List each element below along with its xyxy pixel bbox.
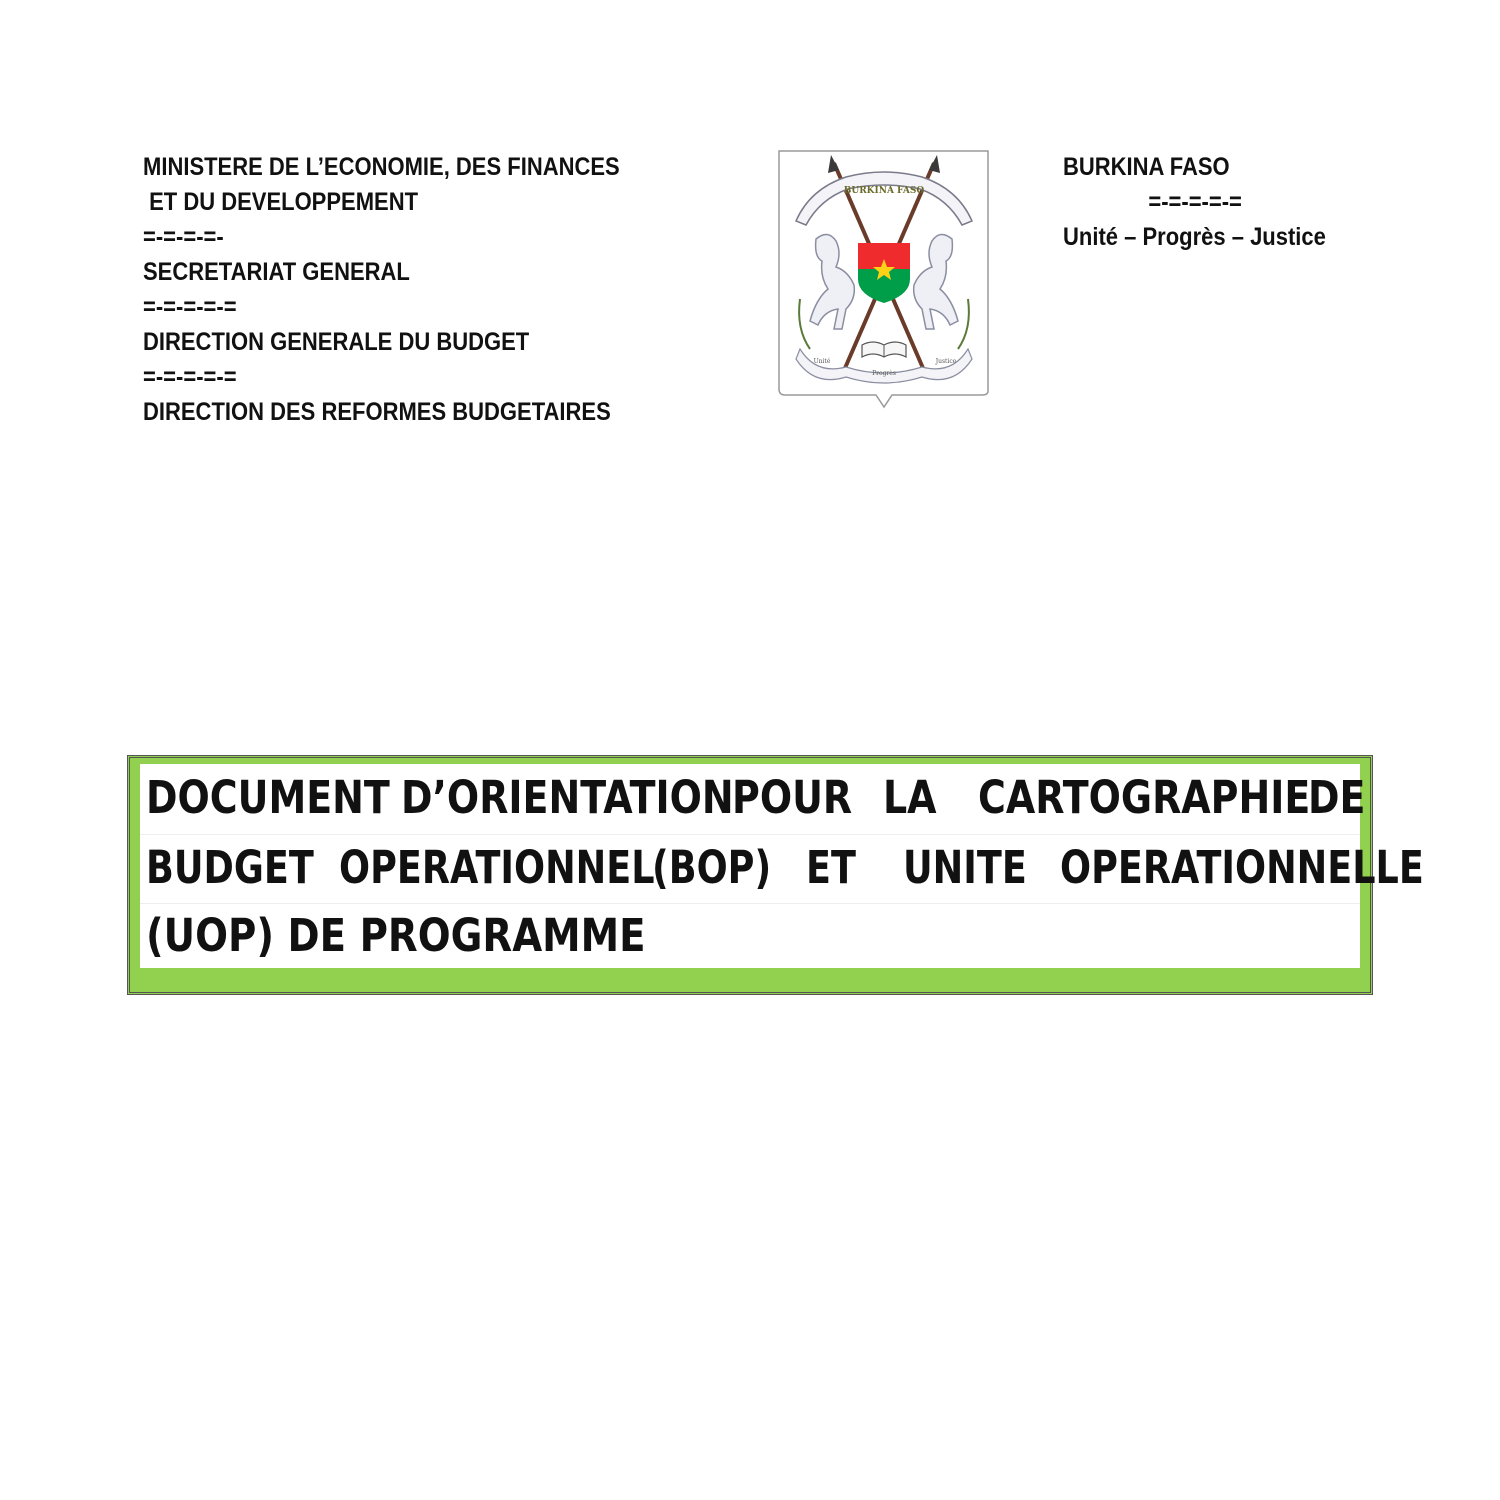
title-word: POUR bbox=[731, 771, 852, 824]
coat-of-arms-emblem bbox=[776, 149, 992, 411]
secretariat-general: SECRETARIAT GENERAL bbox=[143, 258, 410, 286]
title-word: (BOP) bbox=[652, 841, 772, 894]
title-word: OPERATIONNELLE bbox=[1060, 841, 1425, 894]
ministry-name-line1: MINISTERE DE L’ECONOMIE, DES FINANCES bbox=[143, 153, 620, 181]
title-line-2 bbox=[146, 836, 1425, 900]
ministry-header bbox=[143, 150, 743, 430]
direction-generale-budget: DIRECTION GENERALE DU BUDGET bbox=[143, 328, 530, 356]
title-word: DOCUMENT bbox=[146, 771, 390, 824]
title-word: UNITE bbox=[903, 841, 1027, 894]
title-word: LA bbox=[882, 771, 937, 824]
country-header bbox=[1063, 150, 1443, 255]
title-line-3: (UOP) DE PROGRAMME bbox=[146, 909, 646, 962]
emblem-word-center: Progrès bbox=[872, 370, 896, 377]
national-motto: Unité – Progrès – Justice bbox=[1063, 223, 1326, 251]
direction-reformes-budgetaires: DIRECTION DES REFORMES BUDGETAIRES bbox=[143, 398, 611, 426]
emblem-banner-text: BURKINA FASO bbox=[843, 186, 925, 196]
header-separator: =-=-=-=-= bbox=[1148, 188, 1242, 216]
title-line-1 bbox=[146, 766, 1365, 830]
emblem-word-right: Justice bbox=[935, 358, 957, 365]
emblem-word-left: Unité bbox=[813, 358, 831, 365]
title-word: DE bbox=[1307, 771, 1365, 824]
ministry-name-line2: ET DU DEVELOPPEMENT bbox=[143, 188, 419, 216]
header-separator: =-=-=-=-= bbox=[143, 293, 237, 321]
title-word: CARTOGRAPHIE bbox=[977, 771, 1310, 824]
header-separator: =-=-=-=-= bbox=[143, 363, 237, 391]
title-word: ET bbox=[805, 841, 856, 894]
document-title bbox=[140, 764, 1425, 968]
title-line-divider bbox=[140, 834, 1360, 835]
title-word: BUDGET bbox=[146, 841, 314, 894]
title-word: OPERATIONNEL bbox=[339, 841, 655, 894]
header-separator: =-=-=-=- bbox=[143, 223, 224, 251]
title-word: D’ORIENTATION bbox=[401, 771, 735, 824]
document-title-box bbox=[127, 755, 1425, 995]
country-name: BURKINA FASO bbox=[1063, 153, 1230, 181]
